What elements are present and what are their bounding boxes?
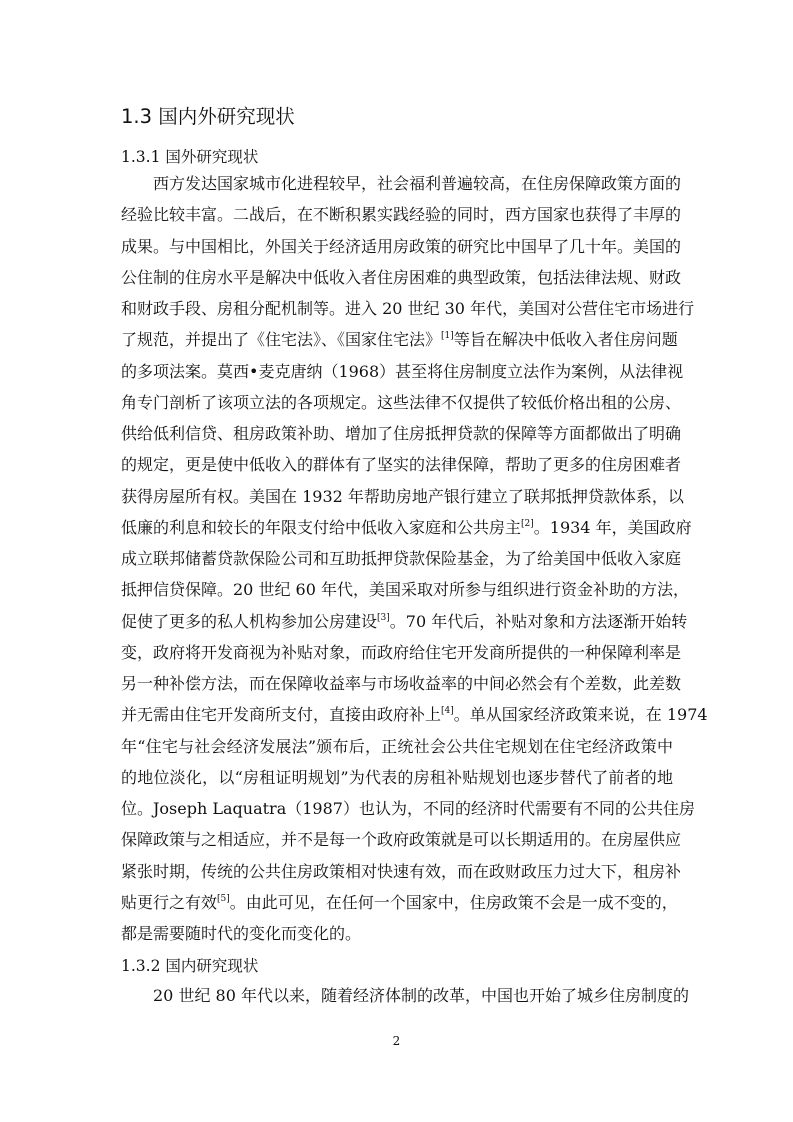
subsection-heading-domestic	[121, 955, 681, 977]
page-number: 2	[392, 1034, 401, 1048]
subsection-number: 1.3.1	[121, 148, 161, 166]
text-line	[153, 169, 682, 199]
text-line	[121, 388, 682, 418]
text-line	[121, 700, 708, 730]
line-text: 和财政手段、房租分配机制等。进入 20 世纪 30 年代，美国对公营住宅市场进行	[121, 299, 695, 318]
line-text: 了规范，并提出了《住宅法》、《国家住宅法》	[121, 330, 442, 350]
text-line	[121, 825, 682, 855]
line-text: 另一种补偿方法，而在保障收益率与市场收益率的中间必然会有个差数，此差数	[121, 674, 682, 693]
line-text-continued: 。单从国家经济政策来说，在 1974	[453, 705, 708, 725]
text-line	[121, 888, 678, 918]
line-text: 紧张时期，传统的公共住房政策相对快速有效，而在政财政压力过大下，租房补	[121, 861, 682, 881]
line-text: 供给低利信贷、租房政策补助、增加了住房抵押贷款的保障等方面都做出了明确	[121, 424, 682, 443]
citation-ref: [1]	[441, 331, 454, 342]
line-text-continued: 。70 年代后，补贴对象和方法逐渐开始转	[389, 611, 688, 631]
line-text: 成果。与中国相比，外国关于经济适用房政策的研究比中国早了几十年。美国的	[121, 236, 682, 256]
line-text-continued: 。由此可见，在任何一个国家中，住房政策不会是一成不变的，	[229, 892, 678, 912]
line-text: 贴更行之有效	[121, 892, 218, 912]
text-line	[121, 857, 682, 887]
line-text: 西方发达国家城市化进程较早，社会福利普遍较高，在住房保障政策方面的	[153, 174, 682, 193]
text-line	[121, 263, 682, 293]
text-line	[121, 325, 678, 355]
subsection-title: 国外研究现状	[165, 148, 259, 166]
line-text: 的多项法案。莫西•麦克唐纳（1968）甚至将住房制度立法作为案例，从法律视	[121, 361, 684, 381]
text-line	[121, 794, 695, 824]
line-text: 年“住宅与社会经济发展法”颁布后，正统社会公共住宅规划在住宅经济政策中	[121, 736, 673, 756]
subsection-title: 国内研究现状	[165, 957, 259, 975]
line-text: 的地位淡化，以“房租证明规划”为代表的房租补贴规划也逐步替代了前者的地	[121, 767, 673, 787]
citation-ref: [2]	[521, 518, 534, 529]
text-line	[121, 200, 682, 230]
subsection-heading-foreign	[121, 146, 681, 168]
text-line	[121, 732, 673, 762]
citation-ref: [4]	[441, 706, 454, 717]
text-line	[121, 294, 695, 324]
text-line	[121, 482, 684, 512]
line-text: 20 世纪 80 年代以来，随着经济体制的改革，中国也开始了城乡住房制度的	[153, 986, 689, 1005]
text-line	[121, 669, 682, 699]
line-text: 角专门剖析了该项立法的各项规定。这些法律不仅提供了较低价格出租的公房、	[121, 392, 682, 412]
line-text: 成立联邦储蓄贷款保险公司和互助抵押贷款保险基金，为了给美国中低收入家庭	[121, 549, 682, 568]
line-text: 抵押信贷保障。20 世纪 60 年代，美国采取对所参与组织进行资金补助的方法，	[121, 580, 689, 600]
text-line	[121, 357, 684, 387]
line-text: 公住制的住房水平是解决中低收入者住房困难的典型政策，包括法律法规、财政	[121, 267, 682, 287]
line-text: 都是需要随时代的变化而变化的。	[121, 924, 362, 943]
text-line	[121, 607, 688, 637]
line-text: 促使了更多的私人机构参加公房建设	[121, 611, 378, 631]
line-text: 变，政府将开发商视为补贴对象，而政府给住宅开发商所提供的一种保障利率是	[121, 642, 682, 662]
text-line	[121, 419, 682, 449]
line-text: 位。Joseph Laquatra（1987）也认为，不同的经济时代需要有不同的公共住房	[121, 799, 695, 818]
citation-ref: [3]	[377, 612, 390, 623]
text-line	[153, 981, 689, 1011]
text-line	[121, 919, 673, 949]
line-text: 经验比较丰富。二战后，在不断积累实践经验的同时，西方国家也获得了丰厚的	[121, 205, 682, 225]
line-text: 的规定，更是使中低收入的群体有了坚实的法律保障，帮助了更多的住房困难者	[121, 455, 682, 475]
text-line	[121, 544, 682, 574]
line-text: 获得房屋所有权。美国在 1932 年帮助房地产银行建立了联邦抵押贷款体系，以	[121, 486, 684, 506]
citation-ref: [5]	[217, 893, 230, 904]
subsection-number: 1.3.2	[121, 957, 161, 975]
line-text: 低廉的利息和较长的年限支付给中低收入家庭和公共房主	[121, 517, 522, 537]
text-line	[121, 638, 682, 668]
section-heading: 1.3 国内外研究现状	[121, 105, 295, 128]
line-text: 并无需由住宅开发商所支付，直接由政府补上	[121, 705, 442, 725]
text-line	[121, 763, 673, 793]
line-text-continued: 。1934 年，美国政府	[533, 517, 692, 537]
text-line	[121, 575, 689, 605]
line-text-continued: 等旨在解决中低收入者住房问题	[453, 330, 678, 350]
line-text: 保障政策与之相适应，并不是每一个政府政策就是可以长期适用的。在房屋供应	[121, 830, 682, 850]
text-line	[121, 450, 682, 480]
text-line	[121, 513, 692, 543]
text-line	[121, 232, 682, 262]
